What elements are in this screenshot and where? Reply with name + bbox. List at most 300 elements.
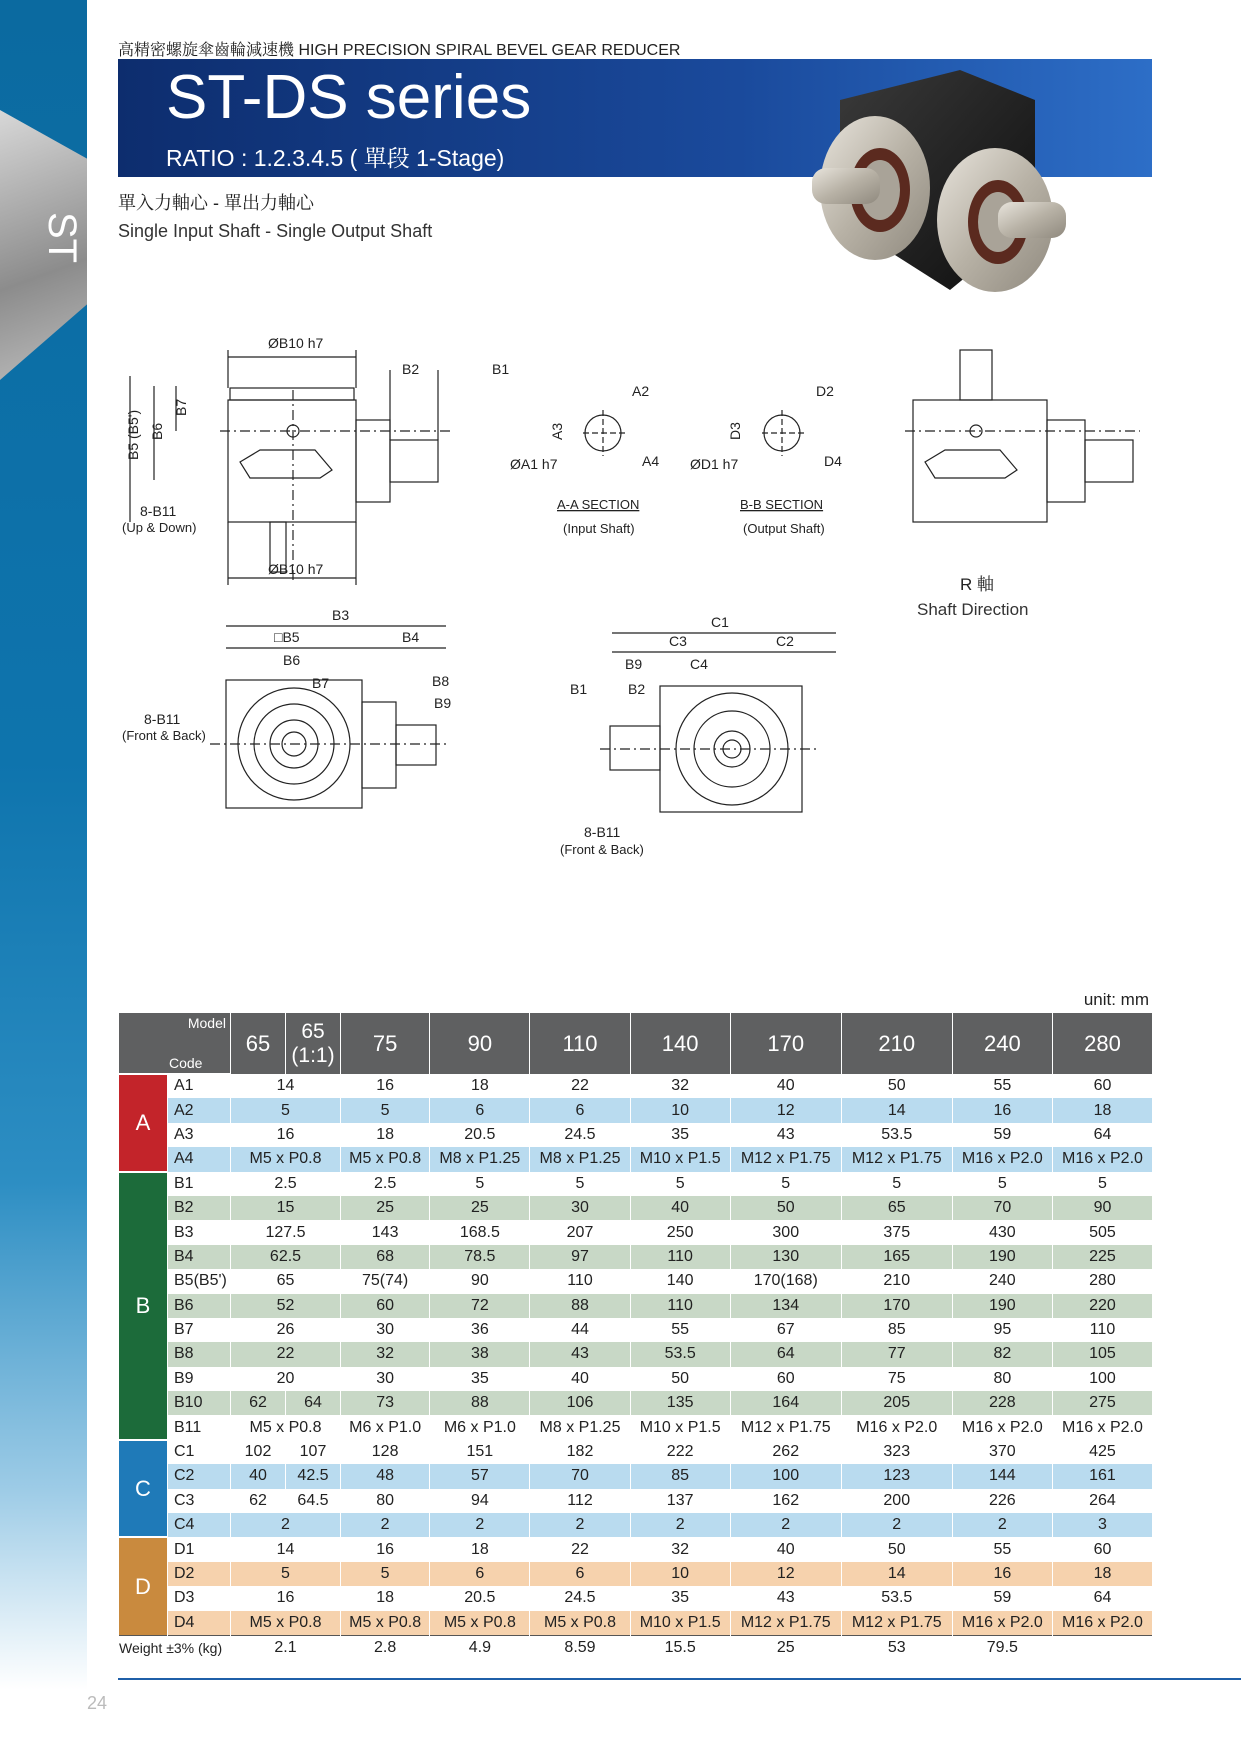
table-cell: 53.5 — [630, 1342, 730, 1366]
table-cell: 64.5 — [286, 1489, 341, 1513]
table-cell: 55 — [630, 1318, 730, 1342]
group-label: A — [119, 1074, 168, 1172]
table-cell: 20.5 — [430, 1586, 530, 1610]
dimension-drawings — [110, 330, 1160, 940]
table-cell: 95 — [952, 1318, 1052, 1342]
table-cell: 6 — [530, 1562, 630, 1586]
table-cell: 6 — [530, 1098, 630, 1122]
label-b8: B8 — [432, 673, 450, 689]
group-label: C — [119, 1440, 168, 1538]
table-cell: 12 — [730, 1562, 841, 1586]
table-cell: 164 — [730, 1391, 841, 1415]
table-cell: 2 — [841, 1513, 952, 1537]
label-b5: B5 (B5') — [125, 409, 141, 460]
table-cell: 88 — [430, 1391, 530, 1415]
label-b4: B4 — [402, 629, 420, 645]
table-cell: 24.5 — [530, 1586, 630, 1610]
table-cell: 100 — [1052, 1367, 1152, 1391]
label-b11-updown: 8-B11 — [140, 503, 177, 519]
label-c1: C1 — [711, 614, 729, 630]
table-cell: 25 — [430, 1196, 530, 1220]
table-cell: 5 — [730, 1172, 841, 1196]
label-b7: B7 — [173, 398, 189, 416]
label-a3: A3 — [549, 422, 565, 440]
table-cell: 50 — [630, 1367, 730, 1391]
table-cell: M6 x P1.0 — [430, 1415, 530, 1439]
table-row — [119, 1172, 1153, 1196]
table-cell: 90 — [430, 1269, 530, 1293]
label-a1: ØA1 h7 — [510, 456, 558, 472]
weight-cell: 15.5 — [630, 1635, 730, 1660]
table-cell: 14 — [841, 1098, 952, 1122]
label-c3: C3 — [669, 633, 687, 649]
model-header: 280 — [1052, 1013, 1152, 1074]
table-cell: 5 — [630, 1172, 730, 1196]
table-row — [119, 1562, 1153, 1586]
table-cell: 90 — [1052, 1196, 1152, 1220]
table-cell: 505 — [1052, 1220, 1152, 1244]
table-cell: 40 — [630, 1196, 730, 1220]
model-header: 170 — [730, 1013, 841, 1074]
table-cell: 42.5 — [286, 1464, 341, 1488]
bb-section-note: (Output Shaft) — [743, 521, 825, 536]
weight-cell: 2.8 — [341, 1635, 430, 1660]
table-cell: 102 — [231, 1440, 286, 1464]
table-cell: 57 — [430, 1464, 530, 1488]
table-cell: M10 x P1.5 — [630, 1415, 730, 1439]
table-cell: 5 — [841, 1172, 952, 1196]
row-code: B6 — [168, 1294, 231, 1318]
table-cell: 12 — [730, 1098, 841, 1122]
table-cell: 24.5 — [530, 1123, 630, 1147]
table-cell: 15 — [231, 1196, 341, 1220]
table-cell: M12 x P1.75 — [841, 1611, 952, 1636]
label-b3: B3 — [332, 607, 350, 623]
table-cell: M16 x P2.0 — [1052, 1611, 1152, 1636]
table-cell: 25 — [341, 1196, 430, 1220]
table-row — [119, 1342, 1153, 1366]
table-cell: 40 — [530, 1367, 630, 1391]
label-b2: B2 — [402, 361, 420, 377]
table-cell: M12 x P1.75 — [730, 1147, 841, 1171]
model-header: 140 — [630, 1013, 730, 1074]
table-cell: M12 x P1.75 — [841, 1147, 952, 1171]
table-cell: 53.5 — [841, 1586, 952, 1610]
table-cell: 85 — [841, 1318, 952, 1342]
label-b6b: B6 — [283, 652, 301, 668]
page-title: ST-DS series — [166, 63, 532, 132]
table-cell: 262 — [730, 1440, 841, 1464]
table-cell: 240 — [952, 1269, 1052, 1293]
table-cell: 210 — [841, 1269, 952, 1293]
row-code: C1 — [168, 1440, 231, 1464]
r-axis-label: R 軸 — [960, 575, 994, 594]
table-cell: 70 — [530, 1464, 630, 1488]
table-row — [119, 1294, 1153, 1318]
table-cell: 67 — [730, 1318, 841, 1342]
table-row — [119, 1220, 1153, 1244]
side-tab-label: ST — [40, 211, 85, 264]
table-cell: 62 — [231, 1489, 286, 1513]
table-cell: 2 — [952, 1513, 1052, 1537]
table-cell: 16 — [231, 1586, 341, 1610]
model-header: 75 — [341, 1013, 430, 1074]
table-cell: 220 — [1052, 1294, 1152, 1318]
table-cell: M5 x P0.8 — [530, 1611, 630, 1636]
footer-rule — [118, 1678, 1241, 1680]
table-row — [119, 1123, 1153, 1147]
table-cell: 6 — [430, 1098, 530, 1122]
table-cell: M5 x P0.8 — [341, 1611, 430, 1636]
table-row — [119, 1391, 1153, 1415]
label-d2: D2 — [816, 383, 834, 399]
table-cell: M5 x P0.8 — [430, 1611, 530, 1636]
row-code: A2 — [168, 1098, 231, 1122]
table-cell: 2 — [341, 1513, 430, 1537]
table-cell: 22 — [530, 1537, 630, 1561]
label-b7b: B7 — [312, 675, 330, 691]
table-cell: 144 — [952, 1464, 1052, 1488]
label-updown: (Up & Down) — [122, 520, 197, 535]
table-cell: 16 — [341, 1537, 430, 1561]
table-cell: 65 — [841, 1196, 952, 1220]
table-cell: 18 — [1052, 1562, 1152, 1586]
table-cell: 36 — [430, 1318, 530, 1342]
table-cell: 94 — [430, 1489, 530, 1513]
table-cell: 75(74) — [341, 1269, 430, 1293]
row-code: B5(B5') — [168, 1269, 231, 1293]
table-cell: M5 x P0.8 — [341, 1147, 430, 1171]
table-row — [119, 1537, 1153, 1561]
group-label: B — [119, 1172, 168, 1440]
table-cell: 135 — [630, 1391, 730, 1415]
table-cell: 130 — [730, 1245, 841, 1269]
shaft-config-en: Single Input Shaft - Single Output Shaft — [118, 221, 433, 241]
label-b9: B9 — [434, 695, 452, 711]
table-cell: 62.5 — [231, 1245, 341, 1269]
table-cell: 18 — [1052, 1098, 1152, 1122]
table-cell: 280 — [1052, 1269, 1152, 1293]
weight-cell: 25 — [730, 1635, 841, 1660]
label-d3: D3 — [727, 422, 743, 440]
table-cell: 222 — [630, 1440, 730, 1464]
table-cell: 5 — [952, 1172, 1052, 1196]
table-cell: 2.5 — [341, 1172, 430, 1196]
row-code: A3 — [168, 1123, 231, 1147]
table-cell: 26 — [231, 1318, 341, 1342]
table-cell: 38 — [430, 1342, 530, 1366]
table-cell: 64 — [1052, 1586, 1152, 1610]
table-cell: 32 — [630, 1074, 730, 1098]
row-code: B9 — [168, 1367, 231, 1391]
table-cell: 60 — [341, 1294, 430, 1318]
row-code: B4 — [168, 1245, 231, 1269]
table-cell: 205 — [841, 1391, 952, 1415]
table-cell: 18 — [341, 1123, 430, 1147]
table-cell: M8 x P1.25 — [530, 1415, 630, 1439]
table-cell: 40 — [730, 1537, 841, 1561]
table-cell: 168.5 — [430, 1220, 530, 1244]
table-cell: 55 — [952, 1537, 1052, 1561]
table-cell: 134 — [730, 1294, 841, 1318]
table-cell: 64 — [1052, 1123, 1152, 1147]
table-cell: 165 — [841, 1245, 952, 1269]
table-cell: 55 — [952, 1074, 1052, 1098]
table-cell: M16 x P2.0 — [952, 1147, 1052, 1171]
label-d1: ØD1 h7 — [690, 456, 739, 472]
weight-label: Weight ±3% (kg) — [119, 1635, 231, 1660]
table-cell: 430 — [952, 1220, 1052, 1244]
table-cell: 323 — [841, 1440, 952, 1464]
table-cell: 6 — [430, 1562, 530, 1586]
table-row — [119, 1415, 1153, 1439]
table-cell: 97 — [530, 1245, 630, 1269]
table-cell: M16 x P2.0 — [952, 1611, 1052, 1636]
table-cell: 43 — [730, 1123, 841, 1147]
label-c2: C2 — [776, 633, 794, 649]
table-cell: 5 — [231, 1562, 341, 1586]
table-cell: 18 — [430, 1537, 530, 1561]
header-subtitle: 高精密螺旋傘齒輪減速機 HIGH PRECISION SPIRAL BEVEL GEAR REDUCER — [118, 42, 681, 59]
table-cell: 73 — [341, 1391, 430, 1415]
table-cell: 60 — [1052, 1074, 1152, 1098]
table-cell: 35 — [430, 1367, 530, 1391]
aa-section-title: A-A SECTION — [557, 497, 640, 512]
table-cell: 161 — [1052, 1464, 1152, 1488]
table-cell: 112 — [530, 1489, 630, 1513]
weight-cell: 4.9 — [430, 1635, 530, 1660]
table-cell: 22 — [530, 1074, 630, 1098]
table-cell: 5 — [341, 1562, 430, 1586]
weight-cell: 2.1 — [231, 1635, 341, 1660]
table-cell: 60 — [1052, 1537, 1152, 1561]
table-cell: 43 — [730, 1586, 841, 1610]
table-cell: 10 — [630, 1562, 730, 1586]
weight-cell: 53 — [841, 1635, 952, 1660]
table-cell: 5 — [1052, 1172, 1152, 1196]
table-cell: 14 — [841, 1562, 952, 1586]
table-cell: 16 — [341, 1074, 430, 1098]
table-cell: 70 — [952, 1196, 1052, 1220]
group-label: D — [119, 1537, 168, 1635]
table-cell: 107 — [286, 1440, 341, 1464]
table-cell: 110 — [530, 1269, 630, 1293]
model-header: 240 — [952, 1013, 1052, 1074]
row-code: B3 — [168, 1220, 231, 1244]
table-cell: M12 x P1.75 — [730, 1415, 841, 1439]
label-front-back2: (Front & Back) — [560, 842, 644, 857]
table-cell: 2 — [430, 1513, 530, 1537]
corner-model: Model — [187, 1015, 226, 1031]
table-cell: 425 — [1052, 1440, 1152, 1464]
row-code: B11 — [168, 1415, 231, 1439]
table-row — [119, 1367, 1153, 1391]
row-code: A1 — [168, 1074, 231, 1098]
weight-cell — [1052, 1635, 1152, 1660]
table-cell: 123 — [841, 1464, 952, 1488]
table-cell: 60 — [730, 1367, 841, 1391]
table-cell: 264 — [1052, 1489, 1152, 1513]
table-cell: 151 — [430, 1440, 530, 1464]
table-cell: 5 — [231, 1098, 341, 1122]
table-row — [119, 1611, 1153, 1636]
table-cell: M6 x P1.0 — [341, 1415, 430, 1439]
table-cell: M8 x P1.25 — [530, 1147, 630, 1171]
table-cell: 228 — [952, 1391, 1052, 1415]
table-cell: 226 — [952, 1489, 1052, 1513]
table-cell: 370 — [952, 1440, 1052, 1464]
row-code: B2 — [168, 1196, 231, 1220]
table-cell: 300 — [730, 1220, 841, 1244]
spec-table — [118, 1013, 1152, 1660]
table-cell: 137 — [630, 1489, 730, 1513]
table-row — [119, 1464, 1153, 1488]
row-code: B1 — [168, 1172, 231, 1196]
table-cell: 225 — [1052, 1245, 1152, 1269]
table-cell: 170(168) — [730, 1269, 841, 1293]
table-cell: 40 — [730, 1074, 841, 1098]
page-number: 24 — [87, 1693, 108, 1713]
table-cell: 16 — [952, 1098, 1052, 1122]
table-cell: 35 — [630, 1586, 730, 1610]
row-code: C2 — [168, 1464, 231, 1488]
label-b11-fb2: 8-B11 — [584, 824, 621, 840]
table-cell: 68 — [341, 1245, 430, 1269]
label-b1: B1 — [492, 361, 510, 377]
table-cell: 5 — [341, 1098, 430, 1122]
table-cell: 59 — [952, 1586, 1052, 1610]
table-cell: 105 — [1052, 1342, 1152, 1366]
label-b2c: B2 — [628, 681, 646, 697]
bb-section-title: B-B SECTION — [740, 497, 824, 512]
table-row — [119, 1269, 1153, 1293]
table-cell: 40 — [231, 1464, 286, 1488]
label-a4: A4 — [642, 453, 660, 469]
row-code: A4 — [168, 1147, 231, 1171]
table-cell: 18 — [430, 1074, 530, 1098]
row-code: D3 — [168, 1586, 231, 1610]
table-cell: 48 — [341, 1464, 430, 1488]
table-cell: 250 — [630, 1220, 730, 1244]
table-cell: 182 — [530, 1440, 630, 1464]
row-code: D1 — [168, 1537, 231, 1561]
model-header: 90 — [430, 1013, 530, 1074]
weight-cell: 8.59 — [530, 1635, 630, 1660]
table-cell: 143 — [341, 1220, 430, 1244]
table-cell: 52 — [231, 1294, 341, 1318]
table-cell: 64 — [286, 1391, 341, 1415]
table-cell: 200 — [841, 1489, 952, 1513]
table-cell: 14 — [231, 1537, 341, 1561]
table-cell: 77 — [841, 1342, 952, 1366]
table-cell: 59 — [952, 1123, 1052, 1147]
label-b6: B6 — [149, 422, 165, 440]
label-b11-fb: 8-B11 — [144, 711, 181, 727]
table-cell: 20 — [231, 1367, 341, 1391]
row-code: C4 — [168, 1513, 231, 1537]
shaft-config-zh: 單入力軸心 - 單出力軸心 — [118, 193, 314, 213]
table-cell: 44 — [530, 1318, 630, 1342]
weight-cell: 79.5 — [952, 1635, 1052, 1660]
label-d4: D4 — [824, 453, 842, 469]
label-b5sq: □B5 — [274, 629, 300, 645]
table-cell: M16 x P2.0 — [1052, 1415, 1152, 1439]
table-cell: 72 — [430, 1294, 530, 1318]
label-b1c: B1 — [570, 681, 588, 697]
label-c4: C4 — [690, 656, 708, 672]
table-row — [119, 1074, 1153, 1098]
table-cell: 32 — [630, 1537, 730, 1561]
table-cell: 18 — [341, 1586, 430, 1610]
label-front-back: (Front & Back) — [122, 728, 206, 743]
table-cell: 50 — [730, 1196, 841, 1220]
table-cell: 375 — [841, 1220, 952, 1244]
label-b10-bottom: ØB10 h7 — [268, 561, 324, 577]
table-cell: 110 — [1052, 1318, 1152, 1342]
model-header: 210 — [841, 1013, 952, 1074]
table-row — [119, 1147, 1153, 1171]
label-b10-top: ØB10 h7 — [268, 335, 324, 351]
table-cell: 140 — [630, 1269, 730, 1293]
table-cell: 35 — [630, 1123, 730, 1147]
table-cell: M12 x P1.75 — [730, 1611, 841, 1636]
table-cell: 82 — [952, 1342, 1052, 1366]
table-row — [119, 1489, 1153, 1513]
table-cell: 207 — [530, 1220, 630, 1244]
table-cell: M10 x P1.5 — [630, 1147, 730, 1171]
table-cell: 80 — [952, 1367, 1052, 1391]
table-corner — [119, 1013, 231, 1074]
weight-row — [119, 1635, 1153, 1660]
table-cell: M5 x P0.8 — [231, 1147, 341, 1171]
table-cell: M5 x P0.8 — [231, 1611, 341, 1636]
table-cell: 32 — [341, 1342, 430, 1366]
table-cell: 5 — [530, 1172, 630, 1196]
table-cell: 75 — [841, 1367, 952, 1391]
table-cell: 110 — [630, 1245, 730, 1269]
table-cell: 275 — [1052, 1391, 1152, 1415]
table-cell: 30 — [530, 1196, 630, 1220]
table-row — [119, 1440, 1153, 1464]
model-header: 65 — [231, 1013, 286, 1074]
table-cell: 80 — [341, 1489, 430, 1513]
corner-code: Code — [169, 1055, 203, 1071]
ratio-text: RATIO : 1.2.3.4.5 ( 單段 1-Stage) — [166, 145, 505, 171]
table-cell: 30 — [341, 1367, 430, 1391]
row-code: B10 — [168, 1391, 231, 1415]
table-row — [119, 1196, 1153, 1220]
table-cell: 22 — [231, 1342, 341, 1366]
table-cell: 50 — [841, 1537, 952, 1561]
table-row — [119, 1098, 1153, 1122]
table-cell: 100 — [730, 1464, 841, 1488]
table-cell: 43 — [530, 1342, 630, 1366]
table-cell: 190 — [952, 1294, 1052, 1318]
table-cell: 16 — [231, 1123, 341, 1147]
table-cell: M16 x P2.0 — [1052, 1147, 1152, 1171]
row-code: B8 — [168, 1342, 231, 1366]
row-code: B7 — [168, 1318, 231, 1342]
product-image — [800, 70, 1100, 300]
row-code: D4 — [168, 1611, 231, 1636]
table-cell: 2 — [231, 1513, 341, 1537]
table-cell: M16 x P2.0 — [952, 1415, 1052, 1439]
table-cell: 16 — [952, 1562, 1052, 1586]
table-cell: 20.5 — [430, 1123, 530, 1147]
model-header: 110 — [530, 1013, 630, 1074]
table-cell: 88 — [530, 1294, 630, 1318]
table-cell: 2.5 — [231, 1172, 341, 1196]
